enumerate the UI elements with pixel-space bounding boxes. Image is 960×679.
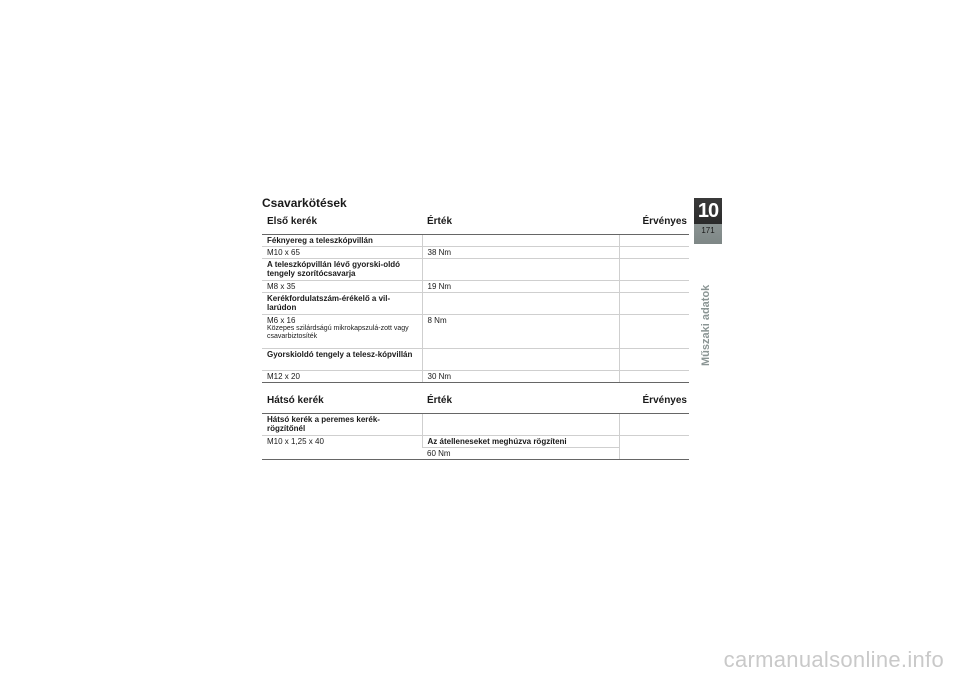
front-header-row: [262, 208, 689, 235]
row-name: A teleszkópvillán lévő gyorski-oldó tengely szorítócsavarja: [262, 259, 422, 281]
rear-header-valid: Érvényes: [619, 383, 689, 414]
row-name: Hátsó kerék a peremes kerék-rögzítőnél: [262, 414, 422, 436]
torque-table: [262, 208, 689, 460]
row-name: Gyorskioldó tengely a telesz-kópvillán: [262, 349, 422, 371]
row-value: 60 Nm: [422, 448, 619, 460]
watermark: carmanualsonline.info: [723, 647, 944, 672]
table-row: [262, 281, 689, 293]
row-instruction: Az átelleneseket meghúzva rögzíteni: [422, 436, 619, 448]
row-name: Féknyereg a teleszkópvillán: [262, 235, 422, 247]
section-title: Csavarkötések: [262, 196, 347, 210]
table-row: [262, 235, 689, 247]
chapter-number: 10: [694, 198, 722, 224]
row-spec: M10 x 1,25 x 40: [262, 436, 422, 460]
table-row: [262, 436, 689, 448]
row-value: 30 Nm: [422, 371, 619, 383]
rear-header-wheel: Hátsó kerék: [262, 383, 422, 414]
table-row: [262, 315, 689, 349]
row-value: 38 Nm: [422, 247, 619, 259]
front-header-value: Érték: [422, 208, 619, 235]
rear-header-row: [262, 383, 689, 414]
row-value: 8 Nm: [422, 315, 619, 349]
table-row: [262, 371, 689, 383]
row-note: Közepes szilárdságú mikrokapszulá-zott vagy csavarbiztosíték: [267, 325, 409, 340]
table-row: [262, 259, 689, 281]
row-spec: M12 x 20: [262, 371, 422, 383]
row-name: Kerékfordulatszám-érékelő a vil-larúdon: [262, 293, 422, 315]
row-spec: M6 x 16: [267, 316, 296, 325]
table-row: [262, 293, 689, 315]
table-row: [262, 247, 689, 259]
page-number: 171: [701, 226, 715, 235]
front-header-valid: Érvényes: [619, 208, 689, 235]
table-row: [262, 349, 689, 371]
chapter-tab: [694, 198, 722, 244]
rear-header-value: Érték: [422, 383, 619, 414]
chapter-side-label: Műszaki adatok: [700, 284, 712, 366]
row-spec-cell: [262, 315, 422, 349]
row-spec: M10 x 65: [262, 247, 422, 259]
front-header-wheel: Első kerék: [262, 208, 422, 235]
row-spec: M8 x 35: [262, 281, 422, 293]
table-row: [262, 414, 689, 436]
row-value: 19 Nm: [422, 281, 619, 293]
